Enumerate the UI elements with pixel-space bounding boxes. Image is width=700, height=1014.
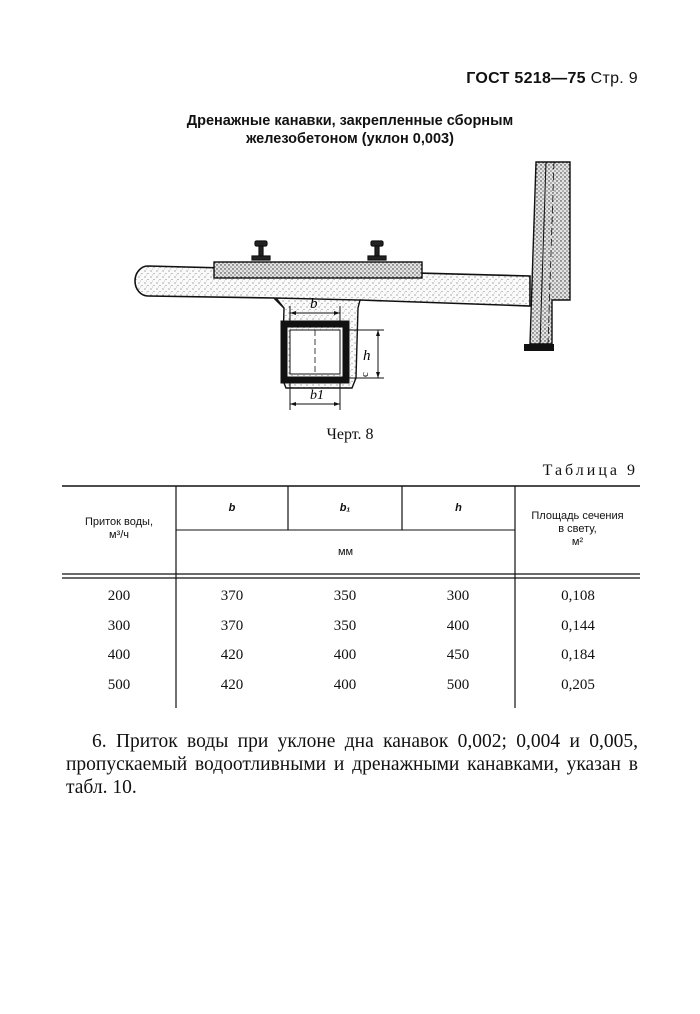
cell-b: 420 (220, 647, 244, 663)
cell-area: 0,144 (561, 618, 595, 634)
cell-area: 0,184 (561, 647, 595, 663)
col-header-units: мм (337, 546, 354, 558)
col-header-area-line1: Площадь сечения (531, 510, 624, 522)
cell-area: 0,108 (561, 588, 595, 604)
cell-b: 420 (220, 677, 244, 693)
cell-b1: 350 (333, 588, 357, 604)
cell-b1: 400 (333, 677, 357, 693)
col-header-b: b (228, 502, 236, 514)
cell-h: 300 (446, 588, 470, 604)
paragraph-6 (66, 730, 638, 799)
col-header-inflow (62, 516, 176, 542)
col-header-inflow-line1: Приток воды, (84, 516, 154, 528)
cell-inflow: 500 (107, 677, 131, 693)
col-header-area-line2: в свету, (558, 523, 597, 535)
dim-b1-label: b1 (310, 388, 324, 403)
cell-b1: 400 (333, 647, 357, 663)
cell-area: 0,205 (561, 677, 595, 693)
dim-h-side-mark: c (359, 372, 371, 377)
cell-b1: 350 (333, 618, 357, 634)
standard-number: ГОСТ 5218—75 (466, 70, 586, 87)
cell-h: 400 (446, 618, 470, 634)
dim-h-label: h (363, 348, 371, 364)
figure-caption: Черт. 8 (326, 426, 374, 443)
col-header-b1: b₁ (339, 502, 351, 514)
cell-inflow: 300 (107, 618, 131, 634)
paragraph-6-text: 6. Приток воды при уклоне дна канавок 0,002; 0,004 и 0,005, пропускаемый водоотливными и дренажными канавками, указан в табл. 10. (66, 731, 638, 798)
col-header-h: h (455, 502, 462, 514)
dim-b-label: b (310, 296, 318, 312)
cell-b: 370 (220, 618, 244, 634)
cell-h: 500 (446, 677, 470, 693)
page-number: Стр. 9 (590, 70, 638, 87)
col-header-area (515, 510, 640, 549)
cell-b: 370 (220, 588, 244, 604)
col-header-inflow-line2: м³/ч (108, 529, 129, 541)
cell-h: 450 (446, 647, 470, 663)
table-caption: Таблица 9 (542, 462, 638, 479)
figure-title-line2: железобетоном (уклон 0,003) (246, 131, 454, 147)
col-header-area-line3: м² (571, 536, 584, 548)
cell-inflow: 400 (107, 647, 131, 663)
figure-title-line1: Дренажные канавки, закрепленные сборным (186, 113, 514, 129)
cell-inflow: 200 (107, 588, 131, 604)
